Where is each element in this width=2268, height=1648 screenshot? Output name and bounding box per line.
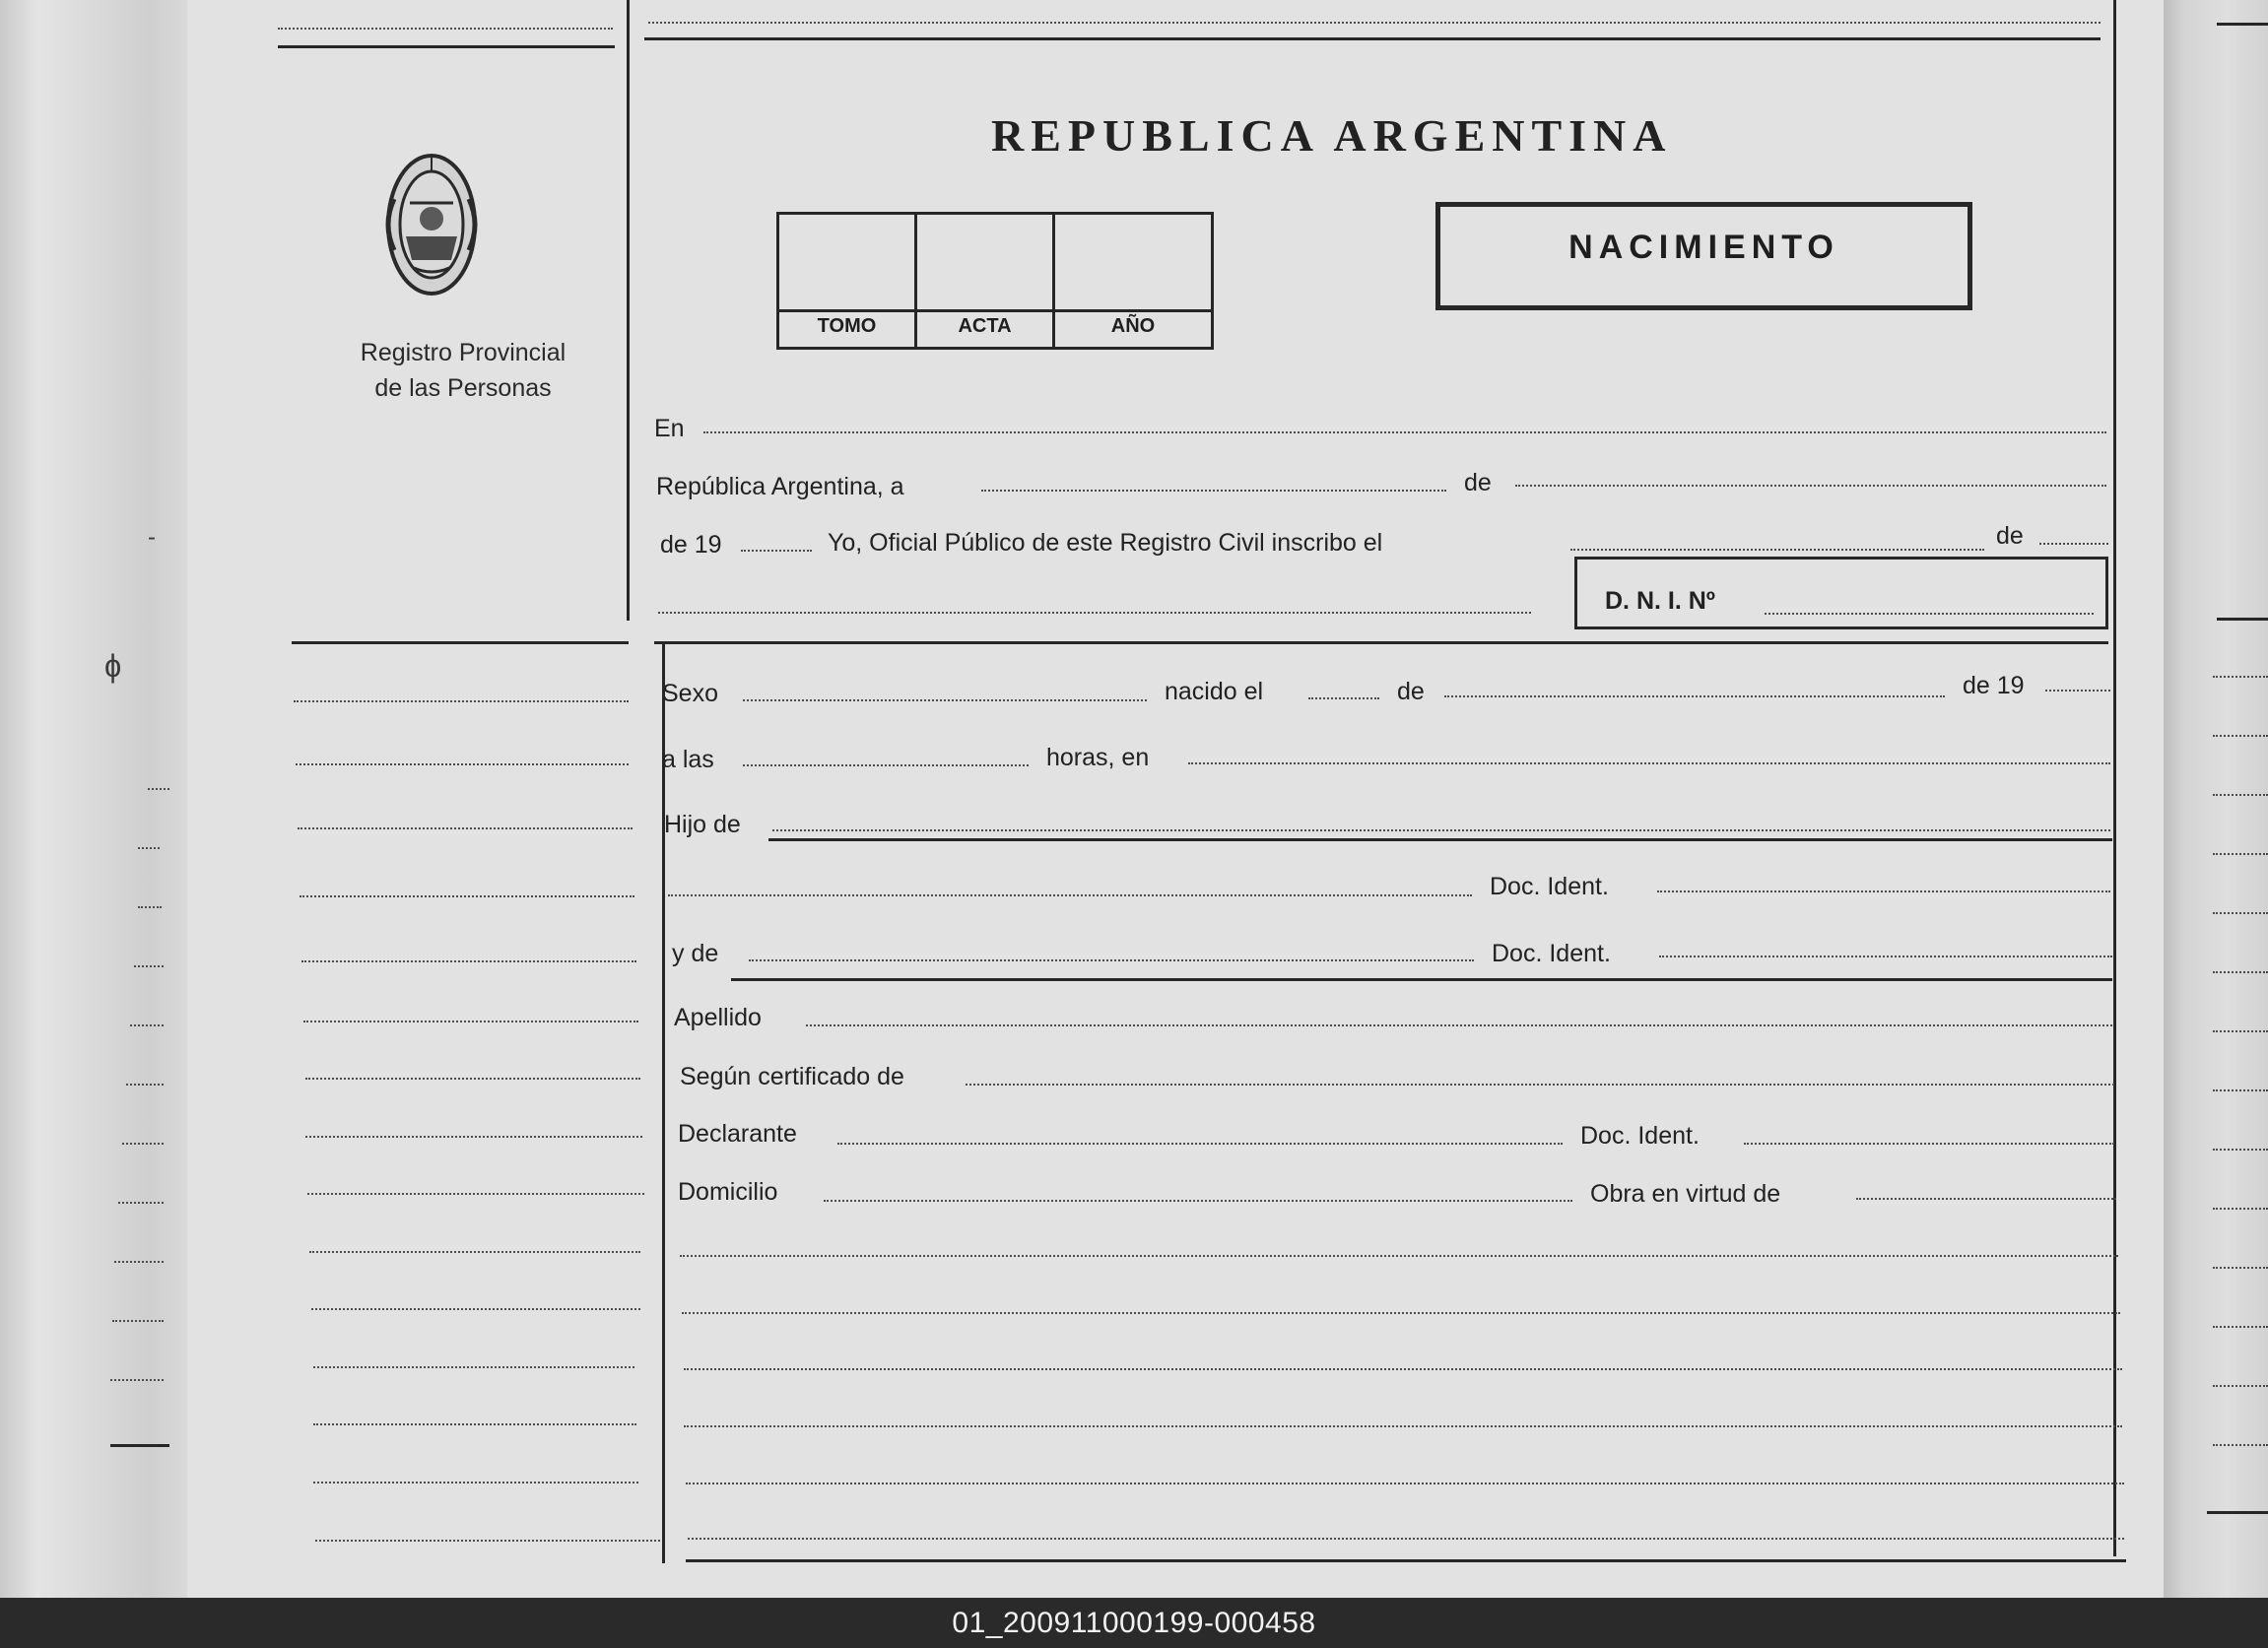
- field-obra-en-virtud[interactable]: [1856, 1198, 2116, 1200]
- left-edge-dotted: [148, 788, 169, 790]
- left-edge-dotted: [138, 847, 160, 849]
- label-sexo: Sexo: [662, 680, 718, 707]
- field-certificado[interactable]: [966, 1084, 2114, 1086]
- misiones-seal-icon: [380, 142, 483, 309]
- label-obra-en-virtud: Obra en virtud de: [1590, 1180, 1781, 1208]
- label-de-birth: de: [1397, 678, 1425, 705]
- stub-dotted-line: [298, 827, 633, 829]
- country-title: REPUBLICA ARGENTINA: [991, 110, 1673, 161]
- stub-dotted-line: [301, 960, 636, 962]
- stub-dotted-line: [313, 1423, 636, 1425]
- field-birth-month[interactable]: [1444, 695, 1945, 697]
- office-line-1: Registro Provincial: [360, 339, 567, 366]
- ano-cell: [1055, 215, 1211, 347]
- field-extra-line[interactable]: [684, 1368, 2122, 1370]
- registry-number-box: [776, 212, 1214, 350]
- stub-dotted-line: [311, 1308, 640, 1310]
- right-edge-dotted: [2213, 1149, 2268, 1151]
- registry-office-label: [315, 335, 611, 406]
- right-edge-dotted: [2213, 794, 2268, 796]
- left-edge-rule: [110, 1444, 169, 1447]
- field-year[interactable]: [741, 550, 812, 552]
- left-edge-dotted: [138, 906, 162, 908]
- field-day[interactable]: [981, 490, 1446, 492]
- top-left-rule: [278, 45, 615, 48]
- stub-dotted-line: [294, 700, 629, 702]
- label-republica: República Argentina, a: [656, 473, 904, 500]
- stub-rule: [292, 641, 629, 644]
- stub-dotted-line: [313, 1366, 634, 1368]
- right-edge-dotted: [2213, 1089, 2268, 1091]
- mother-rule: [731, 978, 2112, 981]
- acta-cell: [917, 215, 1055, 347]
- stub-dotted-line: [307, 1193, 644, 1195]
- label-de-month: de: [1464, 469, 1492, 496]
- label-nacido-el: nacido el: [1165, 678, 1264, 705]
- right-edge-dotted: [2213, 735, 2268, 737]
- field-mother[interactable]: [749, 959, 1474, 961]
- stub-dotted-line: [296, 763, 629, 765]
- field-extra-line[interactable]: [686, 1483, 2124, 1484]
- right-edge-dotted: [2213, 912, 2268, 914]
- right-edge-rule: [2207, 1511, 2268, 1514]
- field-declarante[interactable]: [837, 1143, 1563, 1145]
- left-edge-dotted: [118, 1202, 164, 1204]
- label-de19-year: de 19: [660, 531, 722, 559]
- field-birth-day[interactable]: [1308, 697, 1379, 699]
- field-domicilio[interactable]: [824, 1200, 1572, 1202]
- field-extra-line[interactable]: [680, 1255, 2118, 1257]
- left-edge-dotted: [110, 1379, 164, 1381]
- label-yo-oficial: Yo, Oficial Público de este Registro Civil inscribo el: [828, 529, 1383, 557]
- margin-handwriting-mark: ᶲ: [104, 646, 122, 697]
- field-doc-ident-declarante[interactable]: [1744, 1143, 2114, 1145]
- field-extra-line[interactable]: [682, 1312, 2120, 1314]
- bottom-rule: [686, 1559, 2126, 1562]
- label-y-de: y de: [672, 940, 719, 967]
- left-edge-dotted: [114, 1261, 164, 1263]
- record-type-box: [1435, 202, 1972, 310]
- stub-dotted-line: [303, 1021, 638, 1022]
- column-divider-upper: [627, 0, 630, 621]
- acta-label: ACTA: [958, 315, 1012, 337]
- office-line-2: de las Personas: [374, 374, 552, 402]
- right-edge-dotted: [2213, 676, 2268, 678]
- right-edge-dotted: [2213, 1385, 2268, 1387]
- label-doc-ident-declarante: Doc. Ident.: [1580, 1122, 1700, 1150]
- left-edge-dotted: [134, 965, 164, 967]
- label-apellido: Apellido: [674, 1004, 762, 1031]
- top-right-rule: [644, 37, 2101, 40]
- label-hijo-de: Hijo de: [664, 811, 741, 838]
- field-en[interactable]: [703, 431, 2106, 433]
- section-divider-rule: [654, 641, 2108, 644]
- right-edge-dotted: [2213, 1267, 2268, 1269]
- field-hour[interactable]: [743, 764, 1029, 766]
- right-edge-dotted: [2213, 971, 2268, 973]
- right-page-edge: [2164, 0, 2268, 1598]
- father-rule: [768, 838, 2112, 841]
- stub-dotted-line: [313, 1482, 638, 1483]
- file-caption: 01_200911000199-000458: [952, 1606, 1316, 1639]
- field-inscribe-name[interactable]: [658, 612, 1531, 614]
- left-edge-dotted: [112, 1320, 164, 1322]
- left-edge-dotted: [122, 1143, 164, 1145]
- label-dni: D. N. I. Nº: [1605, 587, 1715, 615]
- field-dni[interactable]: [1765, 613, 2094, 615]
- right-border: [2113, 0, 2116, 1556]
- label-domicilio: Domicilio: [678, 1178, 778, 1206]
- label-a-las: a las: [662, 746, 714, 773]
- stub-dotted-line: [305, 1078, 640, 1080]
- top-left-dotted-line: [278, 28, 613, 30]
- field-father[interactable]: [772, 829, 2110, 831]
- dni-box: [1574, 557, 2108, 629]
- field-birth-year[interactable]: [2045, 690, 2110, 692]
- right-edge-rule: [2217, 23, 2268, 26]
- field-inscribe-month[interactable]: [2039, 543, 2108, 545]
- label-doc-ident-father: Doc. Ident.: [1490, 873, 1609, 900]
- footer-bar: [0, 1598, 2268, 1648]
- left-page-edge: [0, 0, 187, 1598]
- label-doc-ident-mother: Doc. Ident.: [1492, 940, 1611, 967]
- top-right-dotted-line: [648, 22, 2101, 24]
- margin-mark: -: [148, 524, 156, 551]
- tomo-label: TOMO: [817, 315, 877, 337]
- label-declarante: Declarante: [678, 1120, 797, 1148]
- label-horas-en: horas, en: [1046, 744, 1150, 771]
- field-inscribe-date[interactable]: [1570, 549, 1984, 551]
- label-segun-certificado: Según certificado de: [680, 1063, 904, 1090]
- right-edge-dotted: [2213, 1208, 2268, 1210]
- field-month[interactable]: [1515, 485, 2106, 487]
- field-sexo[interactable]: [743, 699, 1147, 701]
- left-edge-dotted: [130, 1024, 164, 1026]
- field-father-name[interactable]: [668, 894, 1472, 896]
- field-apellido[interactable]: [806, 1024, 2112, 1026]
- column-divider-lower: [662, 642, 665, 1563]
- tomo-cell: [779, 215, 917, 347]
- right-edge-dotted: [2213, 1326, 2268, 1328]
- field-birthplace[interactable]: [1188, 762, 2110, 764]
- label-de-inscribe: de: [1996, 522, 2024, 550]
- left-edge-dotted: [126, 1084, 164, 1086]
- label-en: En: [654, 415, 685, 442]
- right-edge-rule: [2217, 618, 2268, 621]
- right-edge-dotted: [2213, 1030, 2268, 1032]
- stub-dotted-line: [300, 895, 634, 897]
- record-type: NACIMIENTO: [1568, 228, 1839, 266]
- label-de19-birth: de 19: [1963, 672, 2025, 699]
- ano-label: AÑO: [1110, 315, 1156, 337]
- stub-dotted-line: [315, 1540, 660, 1542]
- right-edge-dotted: [2213, 1444, 2268, 1446]
- right-edge-dotted: [2213, 853, 2268, 855]
- stub-dotted-line: [309, 1251, 640, 1253]
- stub-dotted-line: [305, 1136, 642, 1138]
- field-extra-line[interactable]: [688, 1538, 2124, 1540]
- field-doc-ident-father[interactable]: [1657, 890, 2110, 892]
- field-doc-ident-mother[interactable]: [1659, 956, 2112, 957]
- field-extra-line[interactable]: [684, 1425, 2122, 1427]
